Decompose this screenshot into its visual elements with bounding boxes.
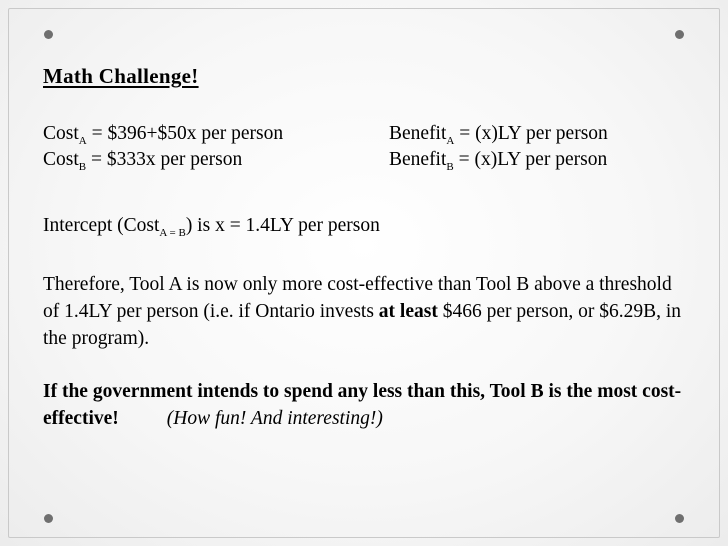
benefit-a-subscript: A: [446, 135, 455, 147]
benefit-a-equation: [389, 123, 608, 147]
cost-a-formula: = $396+$50x per person: [86, 123, 284, 144]
cost-a-subscript: A: [78, 135, 87, 147]
benefit-b-subscript: B: [446, 161, 454, 173]
therefore-text-1: Therefore, Tool A is now only more cost-effective than Tool B above a threshold of 1.4LY per person (i.e. if Ontario invests: [43, 274, 672, 322]
conclusion-text: If the government intends to spend any less than this, Tool B is the most cost-effective!: [43, 381, 682, 429]
cost-b-label: Cost: [43, 149, 79, 170]
therefore-paragraph: [43, 271, 683, 352]
corner-dot-icon: [44, 514, 53, 523]
slide-title: Math Challenge!: [43, 64, 199, 88]
intercept-post: ) is x = 1.4LY per person: [185, 215, 380, 236]
intercept-line: [43, 215, 683, 241]
cost-a-equation: [43, 123, 284, 147]
conclusion-aside: (How fun! And interesting!): [166, 408, 383, 429]
therefore-text-2: $466 per person, or $6.29B, in the program).: [43, 301, 682, 349]
equation-row-a: [43, 123, 683, 149]
benefit-b-equation: [389, 149, 607, 173]
corner-dot-icon: [675, 30, 684, 39]
benefit-a-formula: = (x)LY per person: [454, 123, 608, 144]
benefit-b-formula: = (x)LY per person: [453, 149, 608, 170]
intercept-pre: Intercept (Cost: [43, 215, 160, 236]
conclusion-paragraph: [43, 378, 683, 432]
cost-b-formula: = $333x per person: [86, 149, 243, 170]
cost-a-label: Cost: [43, 123, 79, 144]
corner-dot-icon: [675, 514, 684, 523]
benefit-a-label: Benefit: [389, 123, 447, 144]
benefit-b-label: Benefit: [389, 149, 447, 170]
cost-b-equation: [43, 149, 243, 173]
therefore-emphasis: at least: [378, 301, 438, 322]
cost-b-subscript: B: [78, 161, 87, 173]
equation-row-b: [43, 149, 683, 175]
intercept-subscript: A = B: [159, 227, 186, 239]
slide-content: [43, 64, 683, 432]
corner-dot-icon: [44, 30, 53, 39]
